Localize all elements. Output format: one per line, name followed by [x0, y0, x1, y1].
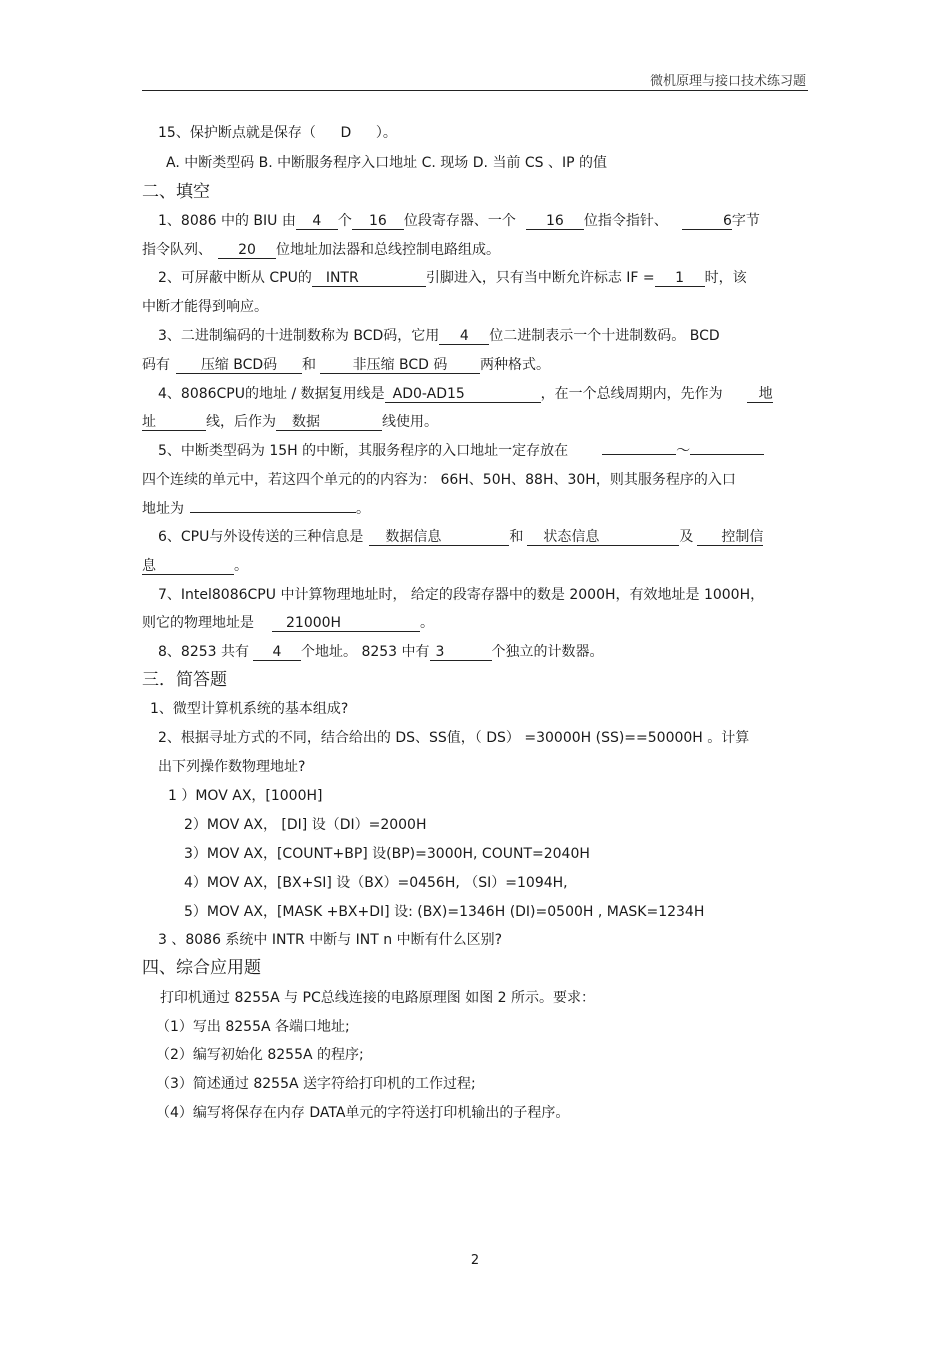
- q15-options: A. 中断类型码 B. 中断服务程序入口地址 C. 现场 D. 当前 CS 、IP 的值: [166, 155, 608, 171]
- blank-answer: 非压缩 BCD 码: [320, 357, 480, 374]
- text: 字节: [731, 213, 760, 229]
- operand-item: 2）MOV AX， [DI] 设（DI）=2000H: [184, 817, 427, 833]
- short-q1: 1、微型计算机系统的基本组成?: [150, 701, 349, 717]
- text: 1、8086 中的 BIU 由: [158, 213, 296, 229]
- blank-answer: 息: [142, 558, 234, 575]
- text: 地址为: [142, 501, 184, 517]
- blank-answer: 4: [253, 644, 301, 661]
- text: 码有: [142, 357, 170, 373]
- text: ～: [676, 443, 691, 459]
- fill-5-line-1: [158, 442, 764, 460]
- text: 。: [420, 615, 434, 631]
- text: 位地址加法器和总线控制电路组成。: [276, 242, 500, 258]
- fill-5-line-3: [142, 500, 370, 518]
- operand-item: 1 ）MOV AX，[1000H]: [168, 788, 323, 804]
- text: 则它的物理地址是: [142, 615, 254, 631]
- blank-answer: 址: [142, 414, 206, 431]
- text: 及: [679, 529, 694, 545]
- comprehensive-item: （4）编写将保存在内存 DATA单元的字符送打印机输出的子程序。: [156, 1105, 570, 1121]
- blank-answer: 数据信息: [369, 529, 509, 546]
- text: 。: [234, 558, 248, 574]
- text: 指令队列、: [142, 242, 212, 258]
- fill-6-line-1: [158, 528, 763, 546]
- header-title: 微机原理与接口技术练习题: [649, 74, 806, 89]
- text: 和: [302, 357, 316, 373]
- text: 线使用。: [382, 414, 438, 430]
- blank-answer: 数据: [276, 414, 382, 431]
- text: 3、二进制编码的十进制数称为 BCD码，它用: [158, 328, 440, 344]
- blank-answer: 16: [352, 213, 404, 230]
- text: 引脚进入，只有当中断允许标志 IF =: [425, 270, 655, 286]
- text: 位二进制表示一个十进制数码。 BCD: [489, 328, 720, 344]
- blank-answer: [602, 454, 676, 455]
- fill-6-line-2: [142, 557, 248, 575]
- fill-2-line-1: [158, 269, 747, 287]
- blank-answer: 16: [526, 213, 584, 230]
- text: ，在一个总线周期内，先作为: [540, 386, 723, 402]
- fill-7-line-1: 7、Intel8086CPU 中计算物理地址时， 给定的段寄存器中的数是 2000H，有效地址是 1000H，: [158, 587, 765, 603]
- text: 线，后作为: [206, 414, 276, 430]
- blank-answer: 控制信: [697, 529, 763, 546]
- blank-answer: [690, 454, 764, 455]
- fill-1-line-1: [158, 212, 760, 230]
- blank-answer: AD0-AD15: [385, 386, 541, 403]
- fill-5-line-2: 四个连续的单元中，若这四个单元的的内容为： 66H、50H、88H、30H，则其服务程序的入口: [142, 472, 736, 488]
- fill-4-line-1: [158, 385, 773, 403]
- operand-item: 3）MOV AX，[COUNT+BP] 设(BP)=3000H, COUNT=2040H: [184, 846, 590, 862]
- text: 位段寄存器、一个: [403, 213, 516, 229]
- text: 和: [509, 529, 524, 545]
- q15-answer: D: [340, 125, 352, 141]
- blank-answer: 21000H: [272, 615, 420, 632]
- fill-3-line-2: [142, 356, 550, 374]
- text: 个独立的计数器。: [491, 644, 604, 660]
- blank-answer: 20: [218, 242, 276, 259]
- short-q2-line-2: 出下列操作数物理地址?: [158, 759, 306, 775]
- q15-text-end: ）。: [375, 125, 397, 141]
- header-rule: [142, 90, 808, 91]
- blank-answer: 4: [439, 328, 489, 345]
- text: 2、可屏蔽中断从 CPU的: [158, 270, 312, 286]
- short-q2-line-1: 2、根据寻址方式的不同，结合给出的 DS、SS值，（ DS） =30000H (SS)==50000H 。计算: [158, 730, 750, 746]
- fill-1-line-2: [142, 241, 500, 259]
- fill-8-line: [158, 643, 604, 661]
- comprehensive-item: （3）简述通过 8255A 送字符给打印机的工作过程;: [156, 1076, 476, 1092]
- text: 。: [356, 501, 370, 517]
- comprehensive-item: （1）写出 8255A 各端口地址;: [156, 1019, 350, 1035]
- text: 8、8253 共有: [158, 644, 249, 660]
- short-q3: 3 、8086 系统中 INTR 中断与 INT n 中断有什么区别?: [158, 932, 503, 948]
- text: 时，该: [704, 270, 747, 286]
- blank-answer: 4: [296, 213, 338, 230]
- page-number: 2: [470, 1253, 480, 1268]
- text: 两种格式。: [480, 357, 550, 373]
- blank-answer: 状态信息: [527, 529, 679, 546]
- blank-answer: [190, 512, 356, 513]
- section-title-short-answer: 三．简答题: [142, 670, 227, 690]
- comprehensive-item: （2）编写初始化 8255A 的程序;: [156, 1047, 364, 1063]
- blank-answer: INTR: [312, 270, 426, 287]
- operand-item: 5）MOV AX，[MASK +BX+DI] 设: (BX)=1346H (DI)=0500H , MASK=1234H: [184, 904, 705, 920]
- blank-answer: 6: [682, 213, 732, 230]
- text: 位指令指针、: [583, 213, 668, 229]
- blank-answer: 地: [747, 386, 773, 403]
- section-title-comprehensive: 四、综合应用题: [142, 958, 261, 978]
- blank-answer: 3: [430, 644, 492, 661]
- q15-line: [158, 124, 397, 142]
- comprehensive-intro: 打印机通过 8255A 与 PC总线连接的电路原理图 如图 2 所示。要求：: [160, 990, 596, 1006]
- text: 5、中断类型码为 15H 的中断，其服务程序的入口地址一定存放在: [158, 443, 569, 459]
- fill-3-line-1: [158, 327, 720, 345]
- fill-7-line-2: [142, 614, 434, 632]
- text: 4、8086CPU的地址 / 数据复用线是: [158, 386, 385, 402]
- section-title-fill-blank: 二、填空: [142, 182, 210, 202]
- blank-answer: 压缩 BCD码: [176, 357, 302, 374]
- text: 个地址。 8253 中有: [301, 644, 430, 660]
- q15-text: 15、保护断点就是保存（: [158, 125, 316, 141]
- blank-answer: 1: [655, 270, 705, 287]
- text: 6、CPU与外设传送的三种信息是: [158, 529, 364, 545]
- text: 个: [337, 213, 352, 229]
- fill-4-line-2: [142, 413, 438, 431]
- fill-2-line-2: 中断才能得到响应。: [142, 299, 268, 315]
- operand-item: 4）MOV AX，[BX+SI] 设（BX）=0456H, （SI）=1094H,: [184, 875, 568, 891]
